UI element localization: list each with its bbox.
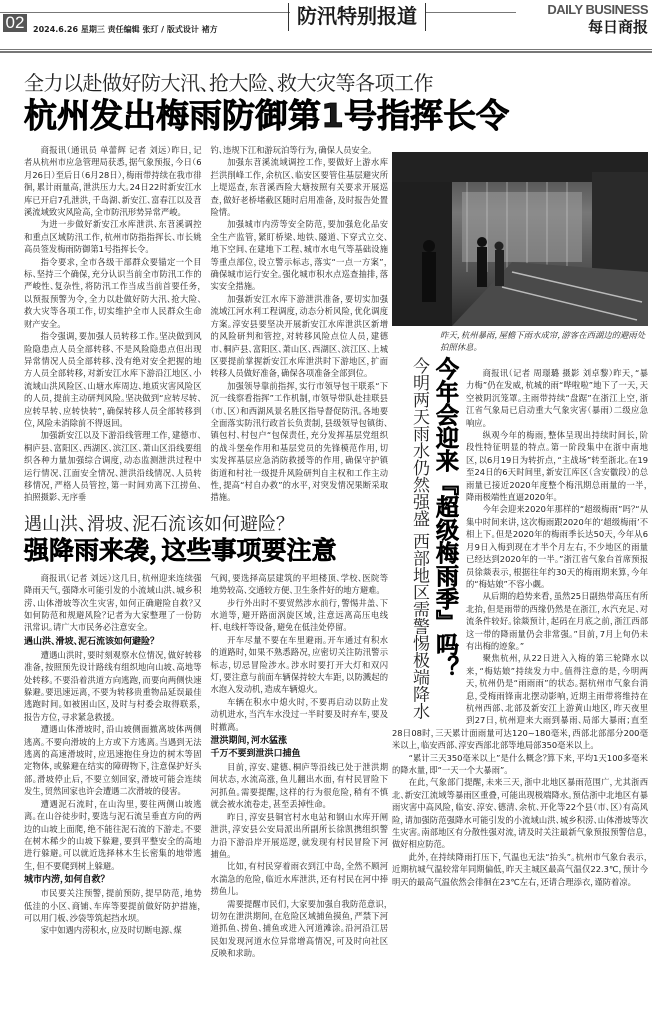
section-subheading: 遇山洪、滑坡、泥石流该如何避险？: [24, 636, 155, 647]
section-subheading: 城市内涝，如何自救？: [24, 875, 106, 886]
paragraph: 加强新安江以及下游沿线管理工作，建德市、桐庐县、富阳区、西湖区、滨江区、萧山区沿线要组织各种力量加强综合调度，动态监测泄洪过程中运行情况、江面安全情况、泄洪沿线情况、人员转移情况，严格人员管控，第一时间劝离下江捞鱼、拍照摄影、无序垂: [24, 430, 202, 503]
paragraph: 加强领导靠前指挥，实行市领导包干联系“下沉一线察看指挥”工作机制，市领导带队赴挂联县（市、区）和西湖风景名胜区指导督促防汛。各地要全面落实防汛行政首长负责制，县级领导包镇街、镇包村、村包户“包保责任，充分发挥基层党组织的战斗堡垒作用和基层党员的先锋模范作用，切实发挥基层应急消防救援等的作用，确保守护镇街道和村社一级提升风险研判自主权和工作主动性，提高“村自办救”的水平，对突发情况果断采取措施。: [210, 380, 388, 503]
paragraph: 市民要关注预警，提前预防，提早防范，地势低洼的小区、商铺、车库等要提前做好防护措施，可以用门板、沙袋等筑起挡水坝。: [24, 888, 202, 923]
story1-body: [24, 144, 388, 504]
story3-subheadline: 今明两天雨水仍然强盛 西部地区需警惕极端降水: [409, 357, 429, 720]
page-number: 02: [3, 14, 27, 32]
paragraph: 遭遇泥石流时，在山沟里，要往两侧山坡逃离。在山谷徒步时，要选与泥石流呈垂直方向的两边的山坡上面爬，绝不能往泥石流的下游走。不要在树木稀少的山坡下躲避，要到平整安全的高地进行躲避。可以就近选择林木生长密集的地带逃生，但不要爬到树上躲避。: [24, 798, 202, 871]
paragraph: 为进一步做好新安江水库泄洪、东苕溪调控和重点区域防汛工作，杭州市防指指挥长、市长姚高员签发梅雨防御第1号指挥长令。: [24, 219, 202, 255]
brand-english: DAILY BUSINESS: [547, 2, 648, 17]
news-photo-rainy-westlake: [392, 152, 648, 326]
paragraph: 开车尽量不要在车里避雨。开车通过有积水的道路时，如果不熟悉路况，应密切关注防汛警示标志，切忌冒险涉水。涉水时要打开大灯和双闪灯，要注意与前面车辆保持较大车距，以防溅起的水泡入发动机，造成车辆熄火。: [210, 634, 388, 695]
paragraph: 加强东苕溪流域调控工作，要做好上游水库拦洪削峰工作，余杭区、临安区要管住基层避灾所上堤巡查，东苕溪西险大塘按照有关要求开展巡查，做好老桥堵截区随时启用准备，及时报告处置险情。: [210, 157, 388, 218]
paragraph: 车辆在积水中熄火时，不要再启动以防止发动机进水，当汽车水没过一半时要及时弃车，要及时撤离。: [210, 696, 388, 732]
story1-kicker: 全力以赴做好防大汛、抢大险、救大灾等各项工作: [24, 71, 433, 95]
paragraph: 家中如遇内涝积水，应及时切断电源、煤: [40, 925, 182, 936]
paragraph: 今年会迎来2020年那样的“超级梅雨”吗？“从集中时间来讲，这次梅雨跟2020年的‘超级梅雨’不相上下。但是2020年的梅雨季长达50天，今年从6月9日入梅到现在才半个月左右，不少地区的雨量已经达到2020年的一半。”浙江省气象台首席预报员徐燚表示，根据往年约30天的梅雨期来算，今年的“梅姑娘”不容小觑。: [466, 504, 648, 589]
paragraph: 在此，气象部门提醒，未来三天，浙中北地区暴雨范围广，尤其浙西北、新安江流域等暴雨区重叠，可能出现极端降水。预估浙中北地区有暴雨灾害中高风险，临安、淳安、德清、余杭、开化等22个县（市、区）有高风险，请加强防范强降水可能引发的小流域山洪、城乡积涝、山体滑坡等次生灾害。南部地区有分散性强对流，请及时关注最新气象预报预警信息，做好相应防范。: [392, 777, 648, 850]
section-title: 防汛特别报道: [288, 3, 426, 31]
paragraph: 从后期的趋势来看，虽然25日副热带高压有所北抬，但是雨带的西缘仍然是在浙江，水汽充足、对流条件较好。徐燚预计，起码在月底之前，浙江西部这一带的降雨量仍会非常强。”目前，7月上旬仍未有出梅的迹象。”: [466, 591, 648, 651]
paragraph: 气阀，要选择高层建筑的平坦楼顶、学校、医院等地势较高、交通较方便、卫生条件好的地方避难。: [210, 572, 388, 596]
section-subheading: 泄洪期间，河水猛涨: [210, 736, 288, 747]
dateline: 2024.6.26 星期三 责任编辑 张玎 / 版式设计 褚方: [33, 25, 218, 34]
paragraph: 指令强调，要加强人员转移工作。坚决做到风险隐患点人员全部转移、不是风险隐患点但出现异常情况人员全部转移、没有绝对安全把握的地方人员全部转移，对新安江水库下游沿江地区、小流域山洪风险区、山塘水库周边、地质灾害风险区的人员，提前主动研判风险。坚决做到“应转尽转、应转早转、应转快转”，确保转移人员全部转移到位，风险未消除前不得返回。: [24, 331, 202, 428]
paragraph: 商报讯（记者 刘远）这几日，杭州迎来连续强降雨天气，强降水可能引发的小流域山洪、城乡积涝、山体滑坡等次生灾害，如何正确避险自救？又如何防范和规避风险？记者为大家整理了一份防汛常识。请广大市民务必注意安全。: [24, 572, 202, 633]
paragraph: 商报讯（通讯员 单蕾辉 记者 刘远）昨日，记者从杭州市应急管理局获悉，据气象预报，今日（6月26日）至后日（6月28日），梅雨带持续在我市徘徊，累计雨量高，泄洪压力大。24日22时新安江水库已开启7孔泄洪，千岛湖、新安江、富春江以及苕溪流域致灾风险高，全市防汛形势异常严峻。: [24, 145, 202, 218]
paragraph: 纵观今年的梅雨，整体呈现出持续时间长，阶段性特征明显的特点。第一阶段集中在浙中南地区，以6月19日为转折点，“主战场”转至浙北。在19至24日的6天时间里，新安江库区（含安徽段）的总雨量已接近2020年度整个梅汛期总雨量的一半，降雨极端性直逼2020年。: [466, 430, 648, 503]
story2-body: [24, 572, 388, 960]
paragraph: 钓、违规下江和游玩泊等行为，确保人员安全。: [210, 145, 373, 155]
paragraph: 比如，有村民穿着雨衣到江中岛，全然不顾河水湍急的危险，临近水库泄洪，还有村民在河中捧捞鱼儿。: [210, 861, 388, 897]
paragraph: 商报讯（记者 周璟璐 摄影 刘卓黎）昨天，“暴力梅”仍在发威，杭城的雨“哗啦啦”地下了一天，天空被阴沉笼罩。主雨带持续“盘踞”在浙江上空，浙江省气象局已启动重大气象灾害（暴雨）二级应急响应。: [466, 368, 648, 428]
story3-headline: 今年会迎来『超级梅雨季』吗？: [432, 357, 458, 679]
masthead-divider: [0, 49, 652, 53]
story1-headline: 杭州发出梅雨防御第1号指挥长令: [24, 96, 509, 135]
paragraph: 指令要求，全市各级干部群众要锚定一个目标、坚持三个确保，充分认识当前全市防汛工作的严峻性、复杂性，将防汛工作当成当前首要任务，以预报预警为令，全力以赴做好防大汛、抢大险、救大灾等各项工作，切实维护全市人民群众生命财产安全。: [24, 256, 202, 329]
paragraph: 此外，在持续降雨打压下，气温也无法“抬头”。杭州市气象台表示，近期杭城气温较常年同期偏低，昨天主城区最高气温仅22.3℃，预计今明天的最高气温依然会徘徊在23℃左右，还请合理添衣，谨防着凉。: [392, 851, 648, 887]
paragraph: 步行外出时不要贸然涉水前行，警惕井盖、下水道等，避开路面涡旋区域，注意远离高压电线杆、电线杆等设备，避免在低洼处停留。: [210, 597, 388, 633]
story2-kicker: 遇山洪、滑坡、泥石流该如何避险？: [24, 513, 285, 535]
paragraph: 昨日，淳安县铜官村水电站和钢山水库开闸泄洪，淳安县公安局派出所副所长徐凯携组织警力沿下游沿岸开展巡逻，就发现有村民冒险下河捕鱼。: [210, 811, 388, 859]
paragraph: 目前，淳安、建德、桐庐等沿线已处于泄洪期间状态，水流高涨，鱼儿翻出水面，有村民冒险下河抓鱼。需要提醒，这样的行为很危险，稍有不慎就会被水流卷走，甚至丢掉性命。: [210, 762, 388, 810]
right-story: [392, 152, 648, 888]
paragraph: 需要提醒市民们，大家要加强自我防范意识，切勿在泄洪期间，在危险区域捕鱼摸鱼，严禁下河道抓鱼、捞鱼、捕鱼或进入河道滩涂。沿河沿江居民如发现河道水位异常增高情况，可及时向社区反映和求助。: [210, 898, 388, 959]
paragraph: 遭遇山体滑坡时，沿山坡侧面撤离坡体两侧逃离。不要向滑坡的上方或下方逃离。当遇到无法逃离的高速滑坡时，应迅速抱住身边的树木等固定物体，或躲避在结实的障碍物下，注意保护好头部。滑坡停止后，不要立刻回家，滑坡可能会连续发生，贸然回家也许会遭遇二次滑坡的侵害。: [24, 724, 202, 797]
header-rule: [0, 12, 290, 13]
paragraph: 加强新安江水库下游泄洪准备，要切实加强流域江河水利工程调度，动态分析风险，优化调度方案。淳安县要坚决开展新安江水库泄洪区新增的风险研判和管控，对转移风险点位人员，建德市、桐庐县、富阳区、萧山区、西湖区、滨江区、上城区要提前掌握新安江水库泄洪时下游地区，扩面转移人员做好准备，确保各项准备全部到位。: [210, 293, 388, 379]
paragraph: 聚焦杭州，从22日进入入梅的第三轮降水以来，“梅姑娘”持续发力中。值得注意的是，今明两天，杭州仍是“雨雨雨”的状态。据杭州市气象台消息，受梅雨锋南北摆动影响，近期主雨带将维持在杭州西部、北部及新安江上游黄山地区，昨天夜里到27日，杭州迎来大雨到暴雨、局部大暴雨；直至28日08时，三天累计面雨量可达120~180毫米，西部北部部分200毫米以上，临安西部、淳安西部北部等地局部350毫米以上。: [392, 653, 648, 751]
brand-chinese: 每日商报: [587, 18, 648, 36]
story2-headline: 强降雨来袭，这些事项要注意: [24, 535, 337, 565]
story3-vertical-headlines: [408, 357, 460, 719]
photo-scene: [392, 152, 648, 326]
paragraph: 遭遇山洪时，要时刻观察水位情况，做好转移准备，按照预先设计路线有组织地向山坡、高地等处转移。不要沿着洪道方向逃跑，而要向两侧快速躲避。要迅速远离，不要为转移贵重物品延误最佳逃跑时间。如被困山区，及时与村委会取得联系，报告方位，寻求紧急救援。: [24, 649, 202, 722]
photo-caption: 昨天，杭州暴雨，屋檐下雨水成帘，游客在西湖边的避雨处拍照休息。: [440, 330, 646, 352]
paragraph: “累计三天350毫米以上”是什么概念？算下来，平均1天100多毫米的降水量，即“一天一个大暴雨”。: [392, 752, 648, 775]
section-subheading: 千万不要到泄洪口捕鱼: [210, 749, 301, 760]
paragraph: 加强城市内涝等安全防范，要加强危化品安全生产监管，紧盯桥梁、地铁、隧道、下穿式立交、地下空间、在建地下工程、城市水电气等基础设施等重点部位，设立警示标志，落实“一点一方案”，确保城市运行安全。强化城市积水点巡查抽排，落实安全措施。: [210, 219, 388, 292]
header-rule: [426, 12, 516, 13]
